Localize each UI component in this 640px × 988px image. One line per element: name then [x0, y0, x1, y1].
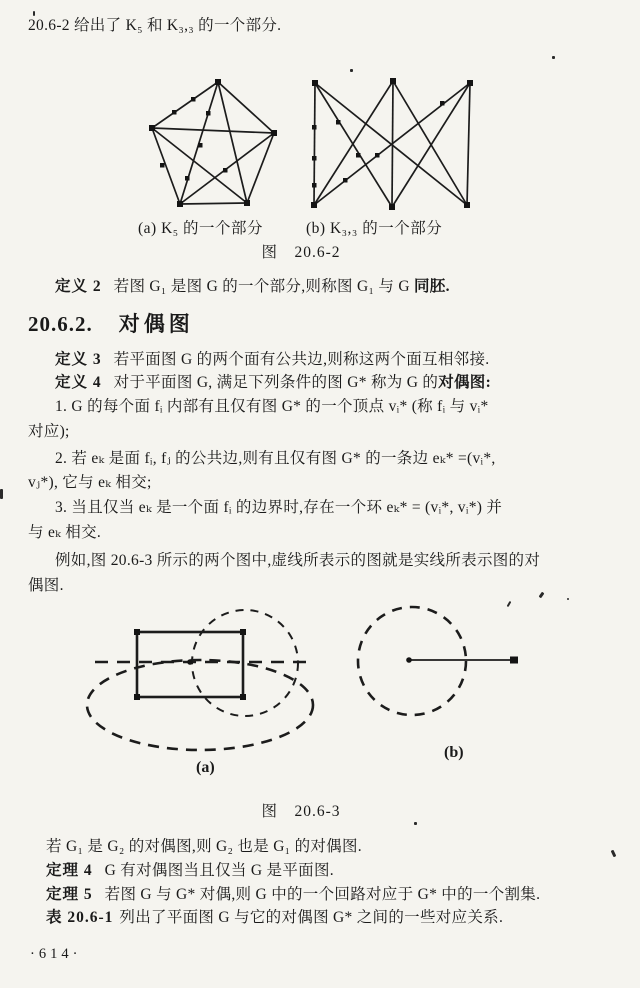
example-line-2: 偶图.	[28, 577, 64, 594]
figure-caption-a: (a) K₅ 的一个部分	[138, 220, 264, 237]
condition-3-line-2: 与 eₖ 相交.	[28, 524, 102, 541]
scan-speck	[552, 56, 555, 59]
dual-vertex-a	[187, 659, 193, 665]
scan-speck	[567, 598, 569, 600]
definition-3-label: 定义 3	[55, 351, 102, 368]
example-line-1: 例如,图 20.6-3 所示的两个图中,虚线所表示的图就是实线所表示图的对	[55, 552, 541, 569]
intro-text: 20.6-2 给出了 K₅ 和 K₃,₃ 的一个部分.	[28, 17, 282, 34]
dual-symmetry-statement: 若 G₁ 是 G₂ 的对偶图,则 G₂ 也是 G₁ 的对偶图.	[46, 838, 362, 855]
figure-20-6-3-graphs	[0, 588, 640, 788]
definition-2-text: 若图 G₁ 是图 G 的一个部分,则称图 G₁ 与 G	[113, 278, 414, 295]
scan-speck	[414, 822, 417, 825]
definition-2-label: 定义 2	[55, 278, 102, 295]
dual-graph-a	[87, 610, 313, 776]
condition-2-line-1: 2. 若 eₖ 是面 fᵢ, fⱼ 的公共边,则有且仅有图 G* 的一条边 eₖ* =(vᵢ*,	[55, 450, 496, 467]
section-heading	[28, 308, 194, 338]
definition-3	[28, 349, 616, 370]
definition-2	[28, 276, 616, 297]
definition-3-text: 若平面图 G 的两个面有公共边,则称这两个面互相邻接.	[113, 351, 490, 368]
scan-speck	[350, 69, 353, 72]
table-reference-text: 列出了平面图 G 与它的对偶图 G* 之间的一些对应关系.	[119, 909, 504, 926]
figure-20-6-3-caption: 图 20.6-3	[261, 803, 341, 820]
scan-speck	[33, 11, 35, 16]
dashed-circle-b	[358, 607, 466, 715]
definition-4-text: 对于平面图 G, 满足下列条件的图 G* 称为 G 的	[113, 374, 439, 391]
section-number: 20.6.2.	[28, 312, 93, 336]
theorem-5	[28, 884, 616, 905]
condition-2-line-2: vⱼ*), 它与 eₖ 相交;	[28, 474, 152, 491]
k33-graph	[311, 78, 473, 210]
k33-subdivision-dots	[312, 101, 445, 188]
figure-20-6-2-graphs	[0, 62, 640, 214]
scan-speck	[0, 489, 3, 499]
subfigure-b-label: (b)	[444, 744, 464, 761]
definition-4	[28, 372, 616, 393]
figure-20-6-2-caption: 图 20.6-2	[261, 244, 341, 261]
condition-1-line-1: 1. G 的每个面 fᵢ 内部有且仅有图 G* 的一个顶点 vᵢ* (称 fᵢ 与 vᵢ*	[55, 398, 489, 415]
definition-2-term: 同胚.	[414, 278, 450, 295]
condition-1-line-2: 对应);	[28, 423, 70, 440]
k5-graph	[149, 79, 277, 207]
subfigure-a-label: (a)	[196, 759, 215, 776]
definition-4-term: 对偶图:	[438, 374, 492, 391]
section-title: 对偶图	[118, 312, 194, 336]
theorem-5-text: 若图 G 与 G* 对偶,则 G 中的一个回路对应于 G* 中的一个割集.	[104, 886, 541, 903]
condition-3-line-1: 3. 当且仅当 eₖ 是一个面 fᵢ 的边界时,存在一个环 eₖ* = (vᵢ*, vᵢ*) 并	[55, 499, 503, 516]
k5-subdivision-dots	[160, 97, 228, 181]
dual-graph-b	[358, 607, 518, 761]
theorem-4-label: 定理 4	[46, 862, 93, 879]
table-reference	[28, 907, 616, 928]
theorem-4-text: G 有对偶图当且仅当 G 是平面图.	[104, 862, 334, 879]
page-number: ·614·	[30, 946, 82, 962]
dashed-ellipse	[87, 660, 313, 750]
definition-4-label: 定义 4	[55, 374, 102, 391]
theorem-4	[28, 860, 616, 881]
edge-endpoint-square	[510, 657, 518, 664]
edge-endpoint-dot	[406, 657, 412, 663]
figure-caption-b: (b) K₃,₃ 的一个部分	[306, 220, 443, 237]
theorem-5-label: 定理 5	[46, 886, 93, 903]
table-reference-label: 表 20.6-1	[46, 909, 114, 926]
